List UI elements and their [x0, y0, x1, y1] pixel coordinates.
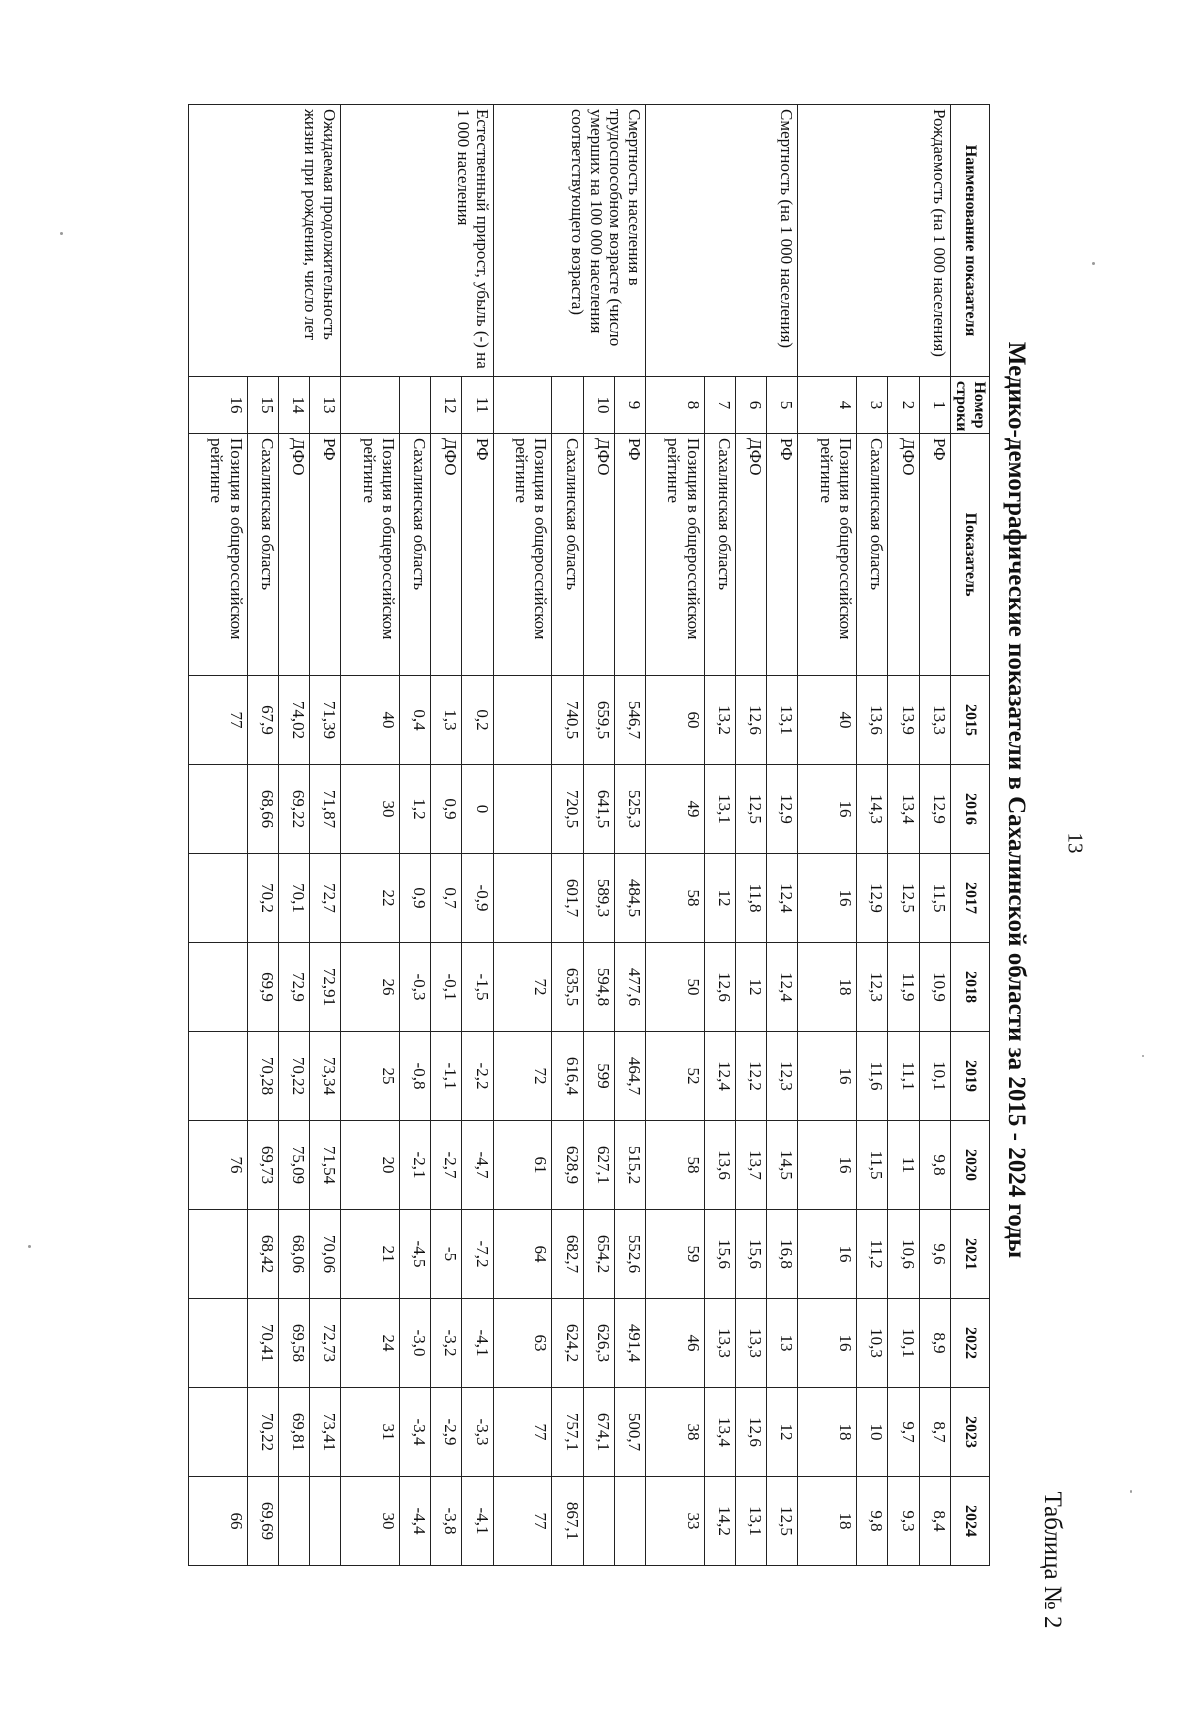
value-cell: 71,87: [310, 765, 341, 854]
value-cell: -3,0: [399, 1299, 430, 1388]
value-cell: 12,4: [767, 854, 798, 943]
table-row: [310, 105, 341, 1566]
value-cell: 69,81: [278, 1388, 309, 1477]
value-cell: -4,5: [399, 1210, 430, 1299]
header-year: 2023: [950, 1388, 989, 1477]
scan-speck: [1130, 1490, 1132, 1493]
value-cell: 9,6: [919, 1210, 950, 1299]
row-number-cell: 13: [310, 377, 341, 434]
value-cell: 12,9: [856, 854, 887, 943]
document-title: Медико-демографические показатели в Сахалинской области за 2015 - 2024 годы: [1003, 341, 1030, 1259]
indicator-cell: Позиция в общероссийском рейтинге: [646, 434, 704, 676]
value-cell: 33: [646, 1477, 704, 1566]
value-cell: 11,9: [888, 943, 919, 1032]
value-cell: 10,1: [919, 1032, 950, 1121]
indicator-cell: ДФО: [431, 434, 462, 676]
header-indicator: Показатель: [950, 434, 989, 676]
value-cell: [493, 854, 551, 943]
value-cell: -2,7: [431, 1121, 462, 1210]
value-cell: 641,5: [583, 765, 614, 854]
value-cell: [493, 765, 551, 854]
header-year: 2016: [950, 765, 989, 854]
value-cell: 546,7: [614, 676, 645, 765]
value-cell: 0: [462, 765, 493, 854]
value-cell: 12,5: [735, 765, 766, 854]
value-cell: 674,1: [583, 1388, 614, 1477]
value-cell: 18: [798, 1477, 856, 1566]
value-cell: 10,3: [856, 1299, 887, 1388]
value-cell: 635,5: [552, 943, 583, 1032]
value-cell: 69,9: [247, 943, 278, 1032]
row-number-cell: 15: [247, 377, 278, 434]
value-cell: 9,8: [919, 1121, 950, 1210]
value-cell: -4,1: [462, 1299, 493, 1388]
value-cell: 68,66: [247, 765, 278, 854]
value-cell: 71,39: [310, 676, 341, 765]
value-cell: 58: [646, 1121, 704, 1210]
value-cell: 52: [646, 1032, 704, 1121]
indicator-cell: РФ: [462, 434, 493, 676]
group-name-cell: Смертность населения в трудоспособном возрасте (число умерших на 100 000 населения соответствующего возраста): [493, 105, 645, 377]
row-number-cell: 14: [278, 377, 309, 434]
value-cell: 14,5: [767, 1121, 798, 1210]
value-cell: 13,6: [856, 676, 887, 765]
row-number-cell: 9: [614, 377, 645, 434]
value-cell: 69,22: [278, 765, 309, 854]
value-cell: [310, 1477, 341, 1566]
value-cell: 13,4: [704, 1388, 735, 1477]
value-cell: 10,9: [919, 943, 950, 1032]
value-cell: 616,4: [552, 1032, 583, 1121]
indicator-cell: РФ: [614, 434, 645, 676]
value-cell: 16: [798, 1032, 856, 1121]
value-cell: 13,9: [888, 676, 919, 765]
value-cell: 64: [493, 1210, 551, 1299]
group-name-cell: Естественный прирост, убыль (-) на 1 000 населения: [341, 105, 493, 377]
value-cell: 525,3: [614, 765, 645, 854]
value-cell: 16: [798, 854, 856, 943]
value-cell: -3,4: [399, 1388, 430, 1477]
value-cell: 58: [646, 854, 704, 943]
table-row: [614, 105, 645, 1566]
row-number-cell: 3: [856, 377, 887, 434]
value-cell: -0,1: [431, 943, 462, 1032]
value-cell: 25: [341, 1032, 399, 1121]
value-cell: 59: [646, 1210, 704, 1299]
value-cell: 12,5: [767, 1477, 798, 1566]
value-cell: 11,5: [856, 1121, 887, 1210]
scan-speck: [60, 232, 63, 235]
value-cell: 12,2: [735, 1032, 766, 1121]
value-cell: 594,8: [583, 943, 614, 1032]
row-number-cell: 4: [798, 377, 856, 434]
value-cell: 9,3: [888, 1477, 919, 1566]
header-name: Наименование показателя: [950, 105, 989, 377]
value-cell: 12,4: [704, 1032, 735, 1121]
value-cell: [189, 943, 248, 1032]
table-row: [462, 105, 493, 1566]
value-cell: 70,22: [247, 1388, 278, 1477]
value-cell: 14,2: [704, 1477, 735, 1566]
value-cell: 46: [646, 1299, 704, 1388]
value-cell: 16: [798, 1121, 856, 1210]
header-year: 2024: [950, 1477, 989, 1566]
value-cell: 72,73: [310, 1299, 341, 1388]
table-row: [767, 105, 798, 1566]
indicator-cell: РФ: [919, 434, 950, 676]
value-cell: 624,2: [552, 1299, 583, 1388]
row-number-cell: 16: [189, 377, 248, 434]
indicator-cell: Позиция в общероссийском рейтинге: [341, 434, 399, 676]
value-cell: 18: [798, 1388, 856, 1477]
value-cell: 73,41: [310, 1388, 341, 1477]
value-cell: 659,5: [583, 676, 614, 765]
row-number-cell: 6: [735, 377, 766, 434]
value-cell: 12,3: [856, 943, 887, 1032]
value-cell: 12: [704, 854, 735, 943]
value-cell: [583, 1477, 614, 1566]
value-cell: 68,06: [278, 1210, 309, 1299]
row-number-cell: [341, 377, 399, 434]
value-cell: 70,22: [278, 1032, 309, 1121]
value-cell: -0,9: [462, 854, 493, 943]
value-cell: [614, 1477, 645, 1566]
indicator-cell: Позиция в общероссийском рейтинге: [189, 434, 248, 676]
value-cell: 10,6: [888, 1210, 919, 1299]
value-cell: 16: [798, 1210, 856, 1299]
value-cell: 0,7: [431, 854, 462, 943]
value-cell: -4,7: [462, 1121, 493, 1210]
value-cell: 1,2: [399, 765, 430, 854]
indicator-cell: ДФО: [735, 434, 766, 676]
value-cell: 8,7: [919, 1388, 950, 1477]
value-cell: 60: [646, 676, 704, 765]
value-cell: -3,8: [431, 1477, 462, 1566]
value-cell: -2,2: [462, 1032, 493, 1121]
value-cell: 66: [189, 1477, 248, 1566]
value-cell: 515,2: [614, 1121, 645, 1210]
indicator-cell: ДФО: [888, 434, 919, 676]
value-cell: -0,3: [399, 943, 430, 1032]
indicator-cell: РФ: [767, 434, 798, 676]
value-cell: 13,3: [735, 1299, 766, 1388]
value-cell: 30: [341, 765, 399, 854]
value-cell: 0,2: [462, 676, 493, 765]
value-cell: -3,2: [431, 1299, 462, 1388]
value-cell: 15,6: [735, 1210, 766, 1299]
value-cell: 720,5: [552, 765, 583, 854]
value-cell: 13,7: [735, 1121, 766, 1210]
value-cell: 72: [493, 943, 551, 1032]
value-cell: 12,9: [919, 765, 950, 854]
demographic-table: [188, 104, 990, 1566]
value-cell: 30: [341, 1477, 399, 1566]
header-year: 2017: [950, 854, 989, 943]
scan-speck: [1142, 1055, 1144, 1057]
value-cell: 50: [646, 943, 704, 1032]
value-cell: 589,3: [583, 854, 614, 943]
value-cell: -2,1: [399, 1121, 430, 1210]
row-number-cell: 1: [919, 377, 950, 434]
value-cell: 13,1: [767, 676, 798, 765]
row-number-cell: [552, 377, 583, 434]
value-cell: 740,5: [552, 676, 583, 765]
group-name-cell: Смертность (на 1 000 населения): [646, 105, 798, 377]
value-cell: 77: [493, 1477, 551, 1566]
value-cell: 22: [341, 854, 399, 943]
value-cell: [189, 1210, 248, 1299]
value-cell: 464,7: [614, 1032, 645, 1121]
value-cell: 9,8: [856, 1477, 887, 1566]
value-cell: 11,5: [919, 854, 950, 943]
value-cell: 10,1: [888, 1299, 919, 1388]
value-cell: 477,6: [614, 943, 645, 1032]
value-cell: -4,4: [399, 1477, 430, 1566]
header-year: 2015: [950, 676, 989, 765]
value-cell: 77: [493, 1388, 551, 1477]
header-year: 2020: [950, 1121, 989, 1210]
header-code: Номер строки: [950, 377, 989, 434]
value-cell: [189, 765, 248, 854]
value-cell: 12,6: [704, 943, 735, 1032]
indicator-cell: Сахалинская область: [247, 434, 278, 676]
value-cell: 72,7: [310, 854, 341, 943]
value-cell: -7,2: [462, 1210, 493, 1299]
scan-speck: [28, 1245, 31, 1248]
value-cell: [278, 1477, 309, 1566]
header-year: 2018: [950, 943, 989, 1032]
row-number-cell: 11: [462, 377, 493, 434]
value-cell: 13,2: [704, 676, 735, 765]
indicator-cell: Сахалинская область: [856, 434, 887, 676]
value-cell: 76: [189, 1121, 248, 1210]
value-cell: 867,1: [552, 1477, 583, 1566]
value-cell: 69,69: [247, 1477, 278, 1566]
value-cell: 682,7: [552, 1210, 583, 1299]
value-cell: 16: [798, 1299, 856, 1388]
value-cell: 49: [646, 765, 704, 854]
value-cell: 11,6: [856, 1032, 887, 1121]
value-cell: 601,7: [552, 854, 583, 943]
row-number-cell: 7: [704, 377, 735, 434]
value-cell: 14,3: [856, 765, 887, 854]
value-cell: 63: [493, 1299, 551, 1388]
value-cell: [189, 854, 248, 943]
value-cell: 68,42: [247, 1210, 278, 1299]
value-cell: 0,4: [399, 676, 430, 765]
indicator-cell: Сахалинская область: [704, 434, 735, 676]
value-cell: 11,1: [888, 1032, 919, 1121]
indicator-cell: Сахалинская область: [399, 434, 430, 676]
value-cell: 11: [888, 1121, 919, 1210]
value-cell: 8,9: [919, 1299, 950, 1388]
value-cell: -0,8: [399, 1032, 430, 1121]
group-name-cell: Ожидаемая продолжительность жизни при рождении, число лет: [189, 105, 341, 377]
page-number: 13: [1063, 832, 1088, 854]
value-cell: 12,4: [767, 943, 798, 1032]
value-cell: 491,4: [614, 1299, 645, 1388]
value-cell: 69,58: [278, 1299, 309, 1388]
row-number-cell: 10: [583, 377, 614, 434]
value-cell: 12,9: [767, 765, 798, 854]
value-cell: 70,41: [247, 1299, 278, 1388]
value-cell: 13,6: [704, 1121, 735, 1210]
value-cell: 61: [493, 1121, 551, 1210]
value-cell: [189, 1299, 248, 1388]
indicator-cell: ДФО: [278, 434, 309, 676]
value-cell: 13,4: [888, 765, 919, 854]
table-label: Таблица № 2: [1039, 1491, 1066, 1629]
value-cell: 484,5: [614, 854, 645, 943]
value-cell: 74,02: [278, 676, 309, 765]
value-cell: 71,54: [310, 1121, 341, 1210]
value-cell: -3,3: [462, 1388, 493, 1477]
value-cell: 552,6: [614, 1210, 645, 1299]
value-cell: 599: [583, 1032, 614, 1121]
value-cell: 40: [341, 676, 399, 765]
value-cell: 24: [341, 1299, 399, 1388]
value-cell: 8,4: [919, 1477, 950, 1566]
scan-speck: [1092, 262, 1095, 265]
value-cell: 757,1: [552, 1388, 583, 1477]
value-cell: 500,7: [614, 1388, 645, 1477]
value-cell: 38: [646, 1388, 704, 1477]
value-cell: 13,3: [704, 1299, 735, 1388]
value-cell: 31: [341, 1388, 399, 1477]
indicator-cell: Позиция в общероссийском рейтинге: [493, 434, 551, 676]
value-cell: 626,3: [583, 1299, 614, 1388]
value-cell: 67,9: [247, 676, 278, 765]
value-cell: 13,3: [919, 676, 950, 765]
value-cell: -5: [431, 1210, 462, 1299]
value-cell: -2,9: [431, 1388, 462, 1477]
value-cell: 69,73: [247, 1121, 278, 1210]
value-cell: 16: [798, 765, 856, 854]
table-container: [188, 104, 990, 1566]
value-cell: 627,1: [583, 1121, 614, 1210]
value-cell: 70,06: [310, 1210, 341, 1299]
indicator-cell: Сахалинская область: [552, 434, 583, 676]
value-cell: 21: [341, 1210, 399, 1299]
value-cell: 18: [798, 943, 856, 1032]
row-number-cell: 8: [646, 377, 704, 434]
value-cell: 72: [493, 1032, 551, 1121]
value-cell: 12: [735, 943, 766, 1032]
value-cell: 72,9: [278, 943, 309, 1032]
value-cell: 13,1: [735, 1477, 766, 1566]
table-body: [189, 105, 951, 1566]
row-number-cell: [493, 377, 551, 434]
value-cell: 12: [767, 1388, 798, 1477]
header-year: 2022: [950, 1299, 989, 1388]
value-cell: 70,2: [247, 854, 278, 943]
value-cell: 70,28: [247, 1032, 278, 1121]
value-cell: 75,09: [278, 1121, 309, 1210]
value-cell: 73,34: [310, 1032, 341, 1121]
value-cell: 11,2: [856, 1210, 887, 1299]
indicator-cell: ДФО: [583, 434, 614, 676]
header-row: [950, 105, 989, 1566]
value-cell: 70,1: [278, 854, 309, 943]
value-cell: 12,3: [767, 1032, 798, 1121]
value-cell: 11,8: [735, 854, 766, 943]
value-cell: 654,2: [583, 1210, 614, 1299]
value-cell: 1,3: [431, 676, 462, 765]
value-cell: -1,5: [462, 943, 493, 1032]
table-row: [919, 105, 950, 1566]
value-cell: 20: [341, 1121, 399, 1210]
value-cell: 26: [341, 943, 399, 1032]
value-cell: 0,9: [399, 854, 430, 943]
header-year: 2019: [950, 1032, 989, 1121]
value-cell: 13,1: [704, 765, 735, 854]
value-cell: 0,9: [431, 765, 462, 854]
value-cell: 9,7: [888, 1388, 919, 1477]
value-cell: -4,1: [462, 1477, 493, 1566]
indicator-cell: Позиция в общероссийском рейтинге: [798, 434, 856, 676]
header-year: 2021: [950, 1210, 989, 1299]
value-cell: [189, 1032, 248, 1121]
value-cell: 15,6: [704, 1210, 735, 1299]
value-cell: 628,9: [552, 1121, 583, 1210]
value-cell: 16,8: [767, 1210, 798, 1299]
value-cell: 12,6: [735, 676, 766, 765]
value-cell: 13: [767, 1299, 798, 1388]
value-cell: [189, 1388, 248, 1477]
indicator-cell: РФ: [310, 434, 341, 676]
value-cell: 40: [798, 676, 856, 765]
value-cell: 10: [856, 1388, 887, 1477]
value-cell: 72,91: [310, 943, 341, 1032]
row-number-cell: 12: [431, 377, 462, 434]
value-cell: 12,5: [888, 854, 919, 943]
row-number-cell: [399, 377, 430, 434]
row-number-cell: 2: [888, 377, 919, 434]
value-cell: 12,6: [735, 1388, 766, 1477]
value-cell: 77: [189, 676, 248, 765]
value-cell: -1,1: [431, 1032, 462, 1121]
group-name-cell: Рождаемость (на 1 000 населения): [798, 105, 950, 377]
row-number-cell: 5: [767, 377, 798, 434]
value-cell: [493, 676, 551, 765]
